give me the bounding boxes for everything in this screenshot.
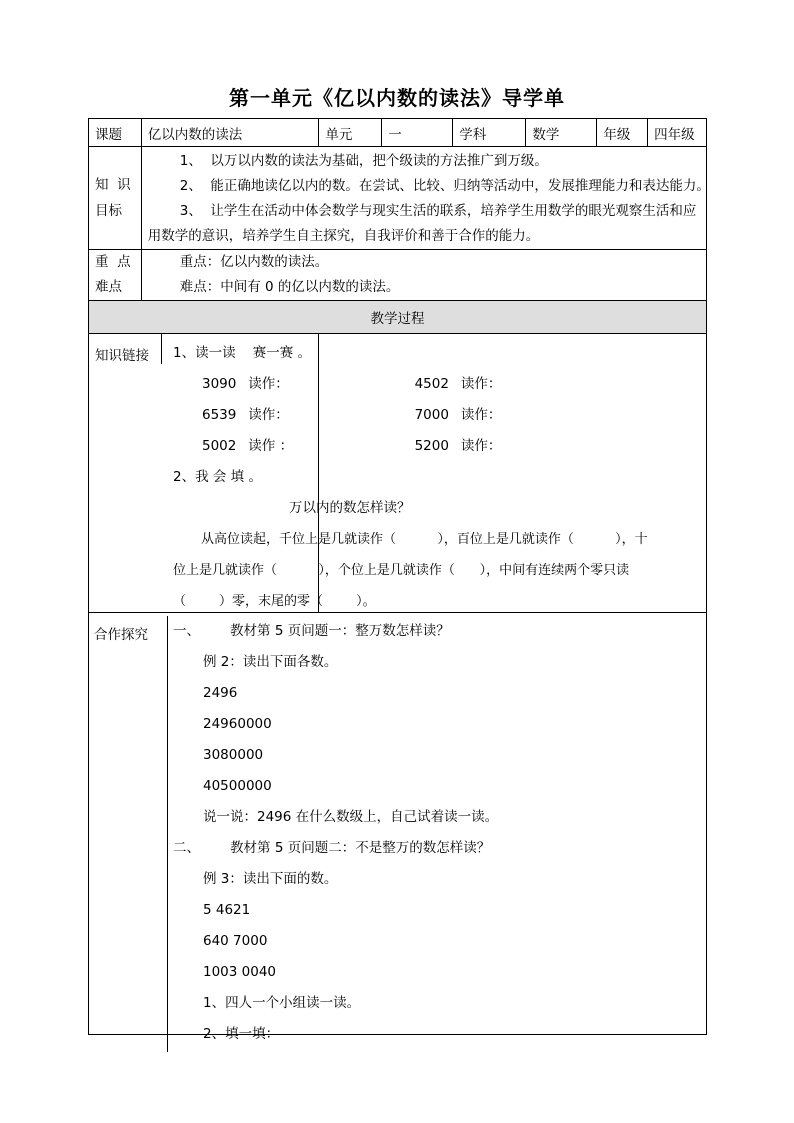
- part2-title: 二、 教材第 5 页问题二：不是整万的数怎样读？: [173, 840, 491, 856]
- column-divider: [167, 616, 168, 1052]
- part1-title: 一、 教材第 5 页问题一：整万数怎样读？: [173, 623, 450, 639]
- fill-line: 从高位读起，千位上是几就读作（ ），百位上是几就读作（ ），十: [201, 532, 648, 547]
- subject-label: 学科: [453, 119, 526, 147]
- key-points-label-2: 难点: [95, 279, 122, 295]
- exercise-read-label: 读作：: [460, 376, 502, 392]
- exercise-read-label: 读作：: [460, 407, 502, 423]
- knowledge-link-label: 知识链接: [89, 334, 162, 364]
- exercise-read-label: 读作：: [248, 407, 289, 423]
- step-2: 2、填一填：: [203, 1026, 280, 1042]
- objectives-label: 知 识: [95, 177, 131, 193]
- exercise-number: 3090: [202, 376, 237, 392]
- part2-number: 640 7000: [203, 933, 268, 949]
- cooperation-label: 合作探究: [94, 627, 148, 643]
- part1-number: 2496: [203, 685, 238, 701]
- part1-number: 24960000: [203, 716, 272, 732]
- read-exercise-row: [202, 431, 705, 462]
- exercise-number: 5002: [202, 438, 237, 454]
- objective-item: 用数学的意识，培养学生自主探究，自我评价和善于合作的能力。: [147, 228, 540, 244]
- exercise-read-label: 读作：: [248, 376, 289, 392]
- part1-example: 例 2：读出下面各数。: [203, 654, 338, 670]
- unit-label: 单元: [319, 119, 382, 147]
- knowledge-link-content: [169, 338, 705, 617]
- key-points-row: [89, 250, 707, 301]
- unit-value: 一: [382, 119, 453, 147]
- exercise-number: 7000: [414, 407, 449, 423]
- subject-value: 数学: [526, 119, 597, 147]
- knowledge-heading-1: 1、读一读 赛一赛 。: [173, 345, 312, 361]
- objective-item: 2、 能正确地读亿以内的数。在尝试、比较、归纳等活动中，发展推理能力和表达能力。: [179, 178, 710, 194]
- part2-example: 例 3：读出下面的数。: [203, 871, 338, 887]
- part1-number: 40500000: [203, 778, 272, 794]
- knowledge-question: 万以内的数怎样读？: [289, 500, 411, 516]
- difficult-point-text: 难点：中间有 0 的亿以内数的读法。: [179, 279, 400, 295]
- read-exercise-row: [202, 369, 705, 400]
- objectives-row: [89, 147, 707, 250]
- topic-label: 课题: [89, 119, 142, 147]
- topic-value: 亿以内数的读法: [141, 119, 319, 147]
- step-1: 1、四人一个小组读一读。: [203, 995, 361, 1011]
- part2-number: 1003 0040: [203, 964, 277, 980]
- grade-value: 四年级: [648, 119, 707, 147]
- read-exercise-row: [202, 400, 705, 431]
- process-header: 教学过程: [89, 301, 707, 334]
- part1-say: 说一说：2496 在什么数级上，自己试着读一读。: [203, 809, 499, 825]
- part2-number: 5 4621: [203, 902, 251, 918]
- part1-number: 3080000: [203, 747, 264, 763]
- objectives-label-2: 目标: [95, 203, 122, 219]
- objective-item: 1、 以万以内数的读法为基础，把个级读的方法推广到万级。: [179, 153, 548, 169]
- exercise-number: 6539: [202, 407, 237, 423]
- exercise-read-label: 读作 ：: [248, 438, 294, 454]
- key-points-label: 重 点: [95, 254, 131, 270]
- exercise-number: 4502: [414, 376, 449, 392]
- process-header-row: [89, 301, 707, 334]
- cooperation-content: [173, 616, 705, 1050]
- page-title: 第一单元《亿以内数的读法》导学单: [229, 86, 565, 110]
- knowledge-heading-2: 2、我 会 填 。: [173, 469, 262, 485]
- objective-item: 3、 让学生在活动中体会数学与现实生活的联系，培养学生用数学的眼光观察生活和应: [179, 203, 697, 219]
- exercise-read-label: 读作：: [460, 438, 502, 454]
- exercise-number: 5200: [414, 438, 449, 454]
- fill-line: （ ）零，末尾的零（ ）。: [173, 594, 376, 609]
- grade-label: 年级: [597, 119, 648, 147]
- fill-line: 位上是几就读作（ ），个位上是几就读作（ ），中间有连续两个零只读: [173, 563, 630, 578]
- read-exercise-list: [169, 369, 705, 462]
- header-row: [89, 119, 707, 147]
- key-point-text: 重点：亿以内数的读法。: [179, 254, 329, 270]
